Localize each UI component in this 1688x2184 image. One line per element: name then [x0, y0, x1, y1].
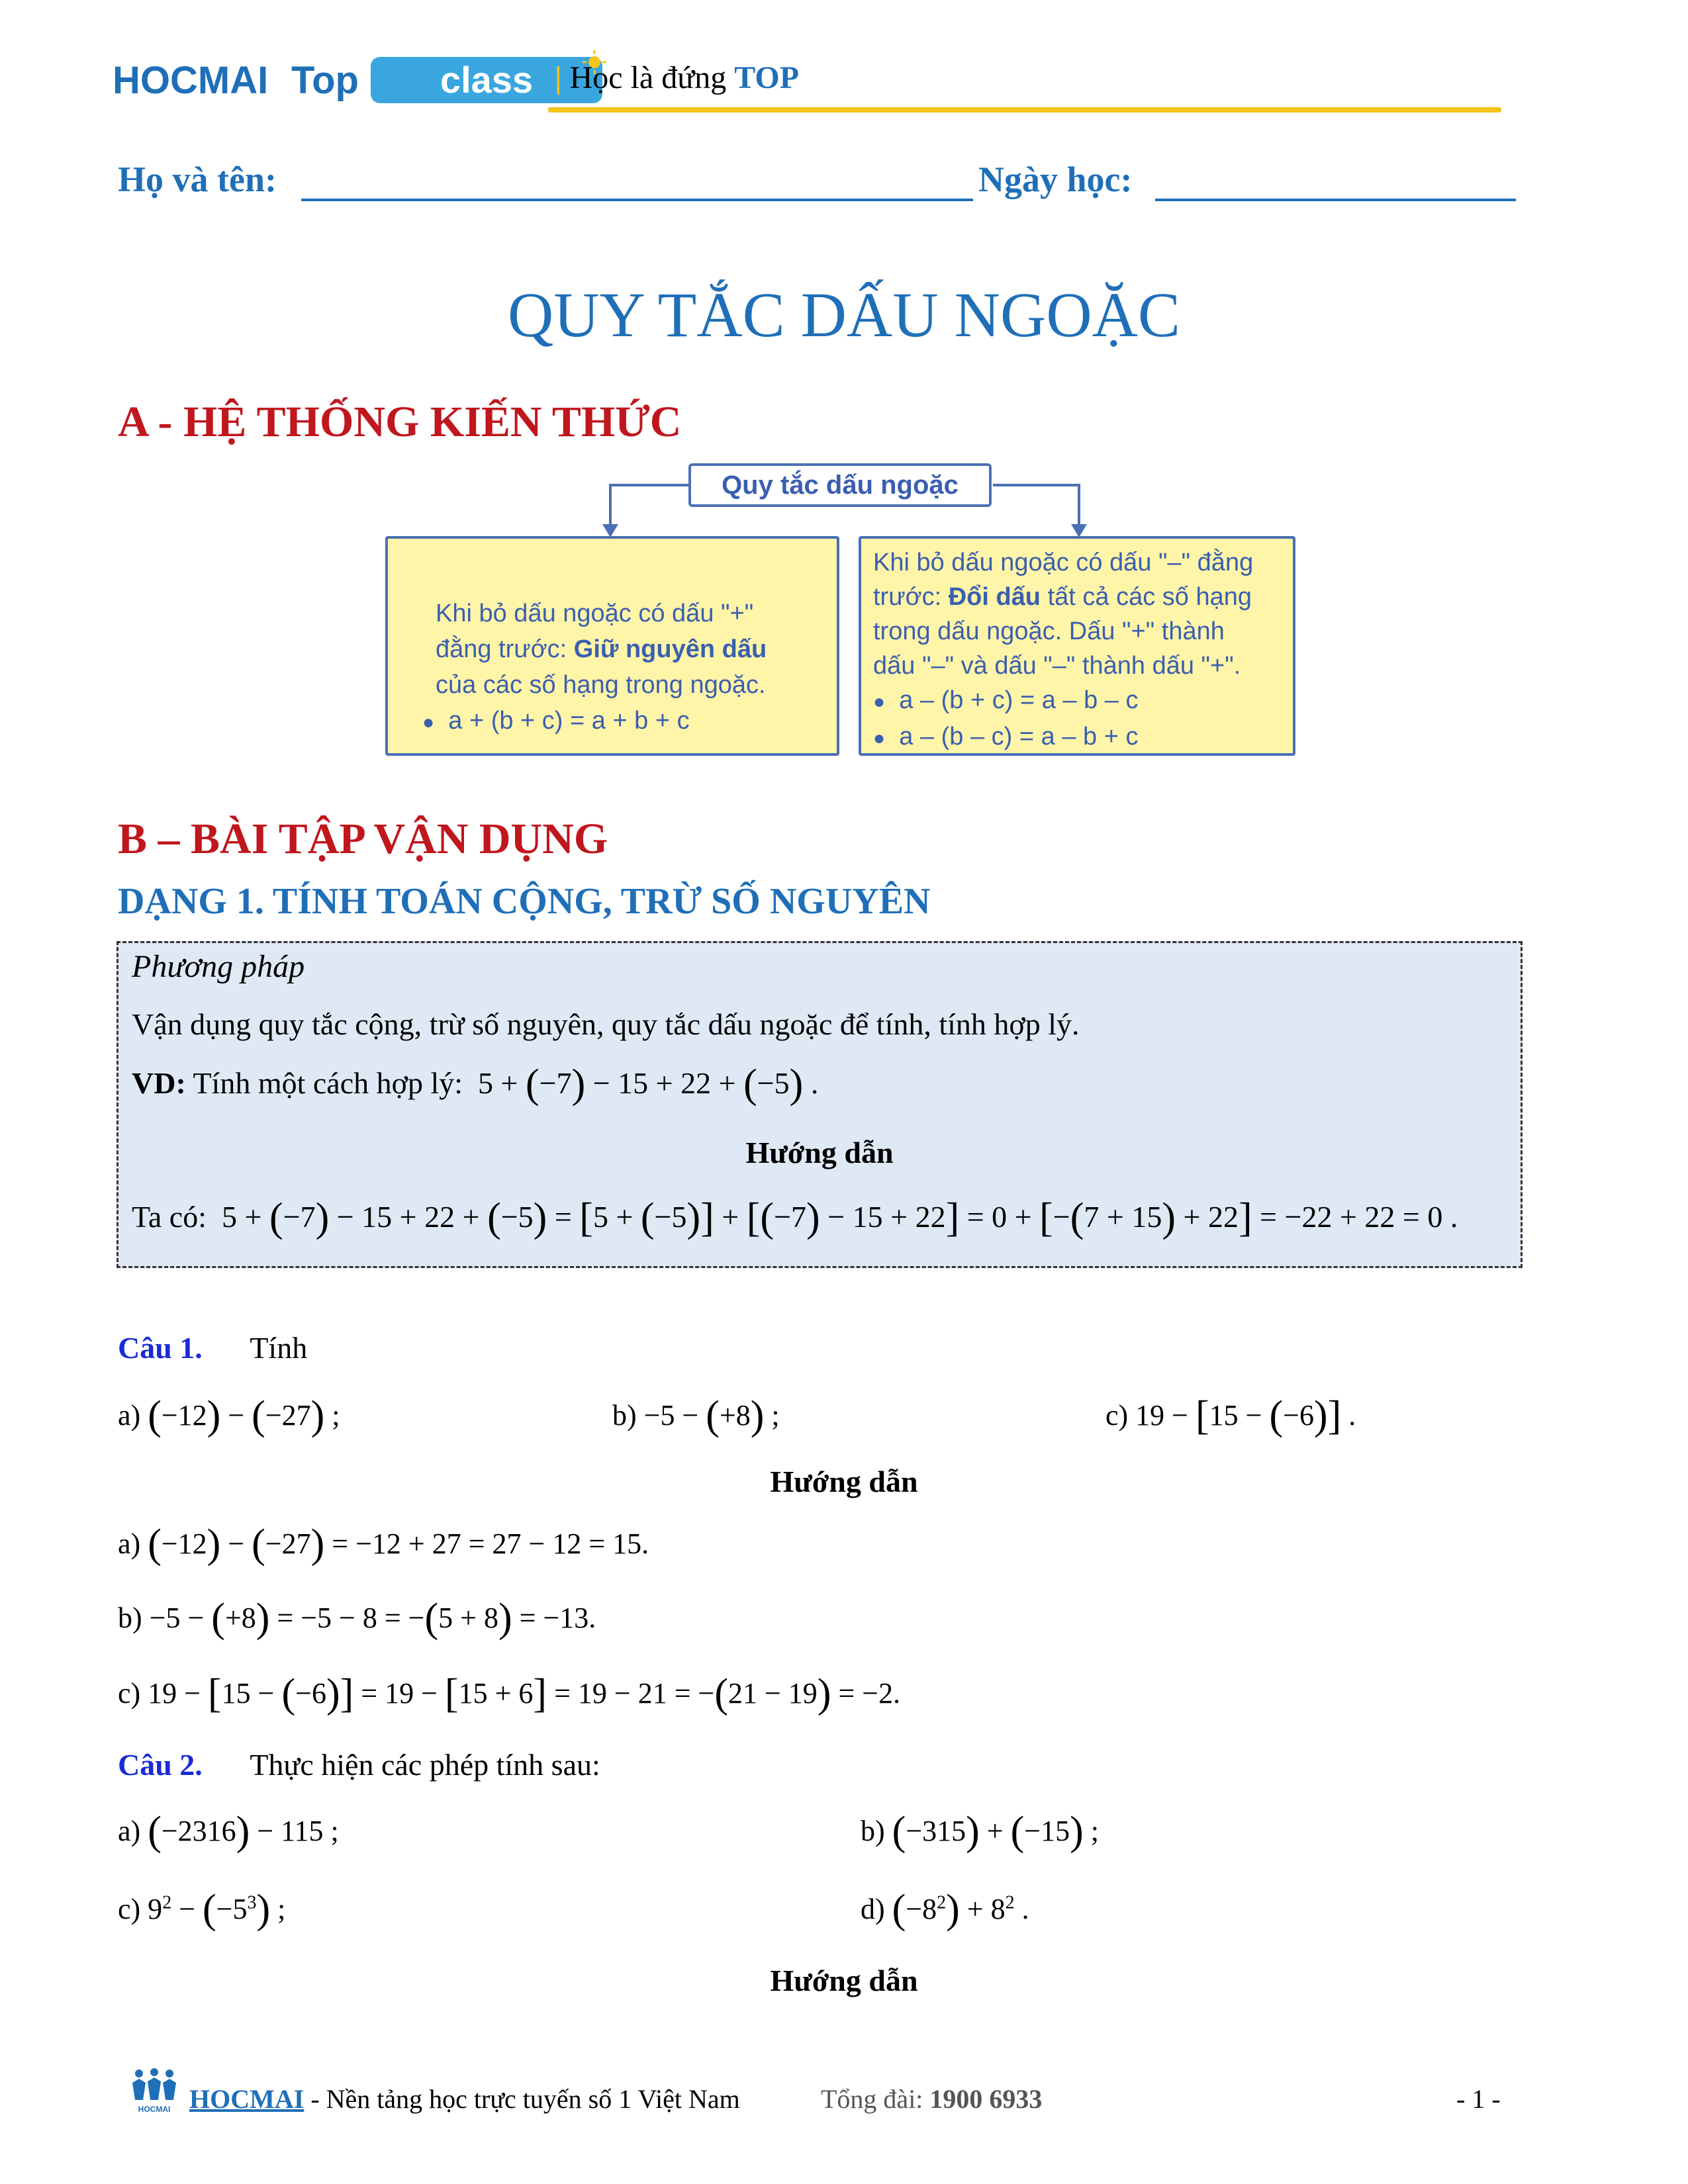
rule-plus-box: [385, 536, 839, 756]
cau2-label: Câu 2.: [118, 1748, 203, 1782]
diagram-root-box: [688, 463, 992, 507]
cau2-heading: [118, 1747, 600, 1782]
cau2-hd-title: Hướng dẫn: [770, 1964, 918, 1997]
cau1-sol-b: b) −5 − (+8) = −5 − 8 = −(5 + 8) = −13.: [118, 1596, 596, 1641]
page-number: - 1 -: [1456, 2084, 1501, 2114]
cau1-sol-a: a) (−12) − (−27) = −12 + 27 = 27 − 12 = 15.: [118, 1522, 649, 1567]
diagram-root-label: Quy tắc dấu ngoặc: [722, 471, 959, 500]
brand-top: Top: [291, 59, 359, 102]
cau1-sol-c: c) 19 − [15 − (−6)] = 19 − [15 + 6] = 19 − 21 = −(21 − 19) = −2.: [118, 1671, 901, 1716]
slogan-prefix: Học là đứng: [569, 60, 727, 95]
footer-brand[interactable]: HOCMAI: [189, 2084, 305, 2114]
rule-plus-line1: Khi bỏ dấu ngoặc có dấu "+": [436, 600, 754, 627]
rule-minus-bullet1: ● a – (b + c) = a – b – c: [873, 686, 1139, 714]
cau1-part-c: c) 19 − [15 − (−6)] .: [1105, 1393, 1356, 1438]
rule-minus-line1: Khi bỏ dấu ngoặc có dấu "–" đằng: [873, 549, 1254, 576]
cau2-part-b: b) (−315) + (−15) ;: [861, 1809, 1099, 1854]
cau1-part-a: a) (−12) − (−27) ;: [118, 1393, 340, 1438]
cau2-part-a: a) (−2316) − 115 ;: [118, 1809, 339, 1854]
cau1-hd-title: Hướng dẫn: [770, 1465, 918, 1498]
method-example: [132, 1061, 818, 1108]
cau1-text: Tính: [250, 1331, 308, 1365]
section-a-heading: A - HỆ THỐNG KIẾN THỨC: [118, 398, 682, 446]
hotline-number: 1900 6933: [929, 2084, 1043, 2114]
footer-tagline: [189, 2083, 740, 2115]
rule-minus-bullet2: ● a – (b – c) = a – b + c: [873, 723, 1139, 751]
cau2-part-d: d) $(-8^2) + 8^2$ .: [861, 1887, 1029, 1932]
cau2-text: Thực hiện các phép tính sau:: [250, 1748, 600, 1782]
brand-class: class: [440, 59, 534, 101]
solution-expression: 5 + (−7) − 15 + 22 + (−5) = [5 + (−5)] + [(−7) − 15 + 22] = 0 + [−(7 + 15) + 22] = −22 + 22 = 0 .: [214, 1195, 1458, 1240]
cau1-heading: [118, 1330, 307, 1365]
cau1-part-b: b) −5 − (+8) ;: [612, 1393, 780, 1438]
method-desc: Vận dụng quy tắc cộng, trừ số nguyên, quy tắc dấu ngoặc để tính, tính hợp lý.: [132, 1007, 1080, 1041]
method-box: [117, 941, 1523, 1268]
slogan-bar: |: [555, 60, 562, 95]
footer-logo-text: HOCMAI: [138, 2105, 171, 2114]
ta-co-label: Ta có:: [132, 1200, 207, 1234]
brand-hocmai: HOCMAI: [113, 59, 269, 102]
slogan-emph: TOP: [734, 60, 800, 95]
method-hd-title: Hướng dẫn: [745, 1136, 894, 1169]
vd-expression: 5 + (−7) − 15 + 22 + (−5) .: [470, 1062, 819, 1107]
footer-tagline-text: - Nền tảng học trực tuyến số 1 Việt Nam: [304, 2084, 740, 2114]
dang1-heading: DẠNG 1. TÍNH TOÁN CỘNG, TRỪ SỐ NGUYÊN: [118, 881, 931, 922]
rule-plus-bullet1: ● a + (b + c) = a + b + c: [422, 707, 690, 735]
date-label: Ngày học:: [978, 159, 1133, 199]
rule-minus-line4: dấu "–" và dấu "–" thành dấu "+".: [873, 652, 1241, 680]
hocmai-people-icon: [130, 2068, 179, 2103]
method-solution: [132, 1195, 1458, 1242]
page-title: QUY TẮC DẤU NGOẶC: [507, 279, 1180, 350]
vd-label: VD:: [132, 1066, 186, 1100]
rule-plus-line3: của các số hạng trong ngoặc.: [436, 671, 766, 699]
footer-hotline: [821, 2083, 1042, 2115]
cau2-part-c: c) $9^2 - (-5^3)$ ;: [118, 1887, 286, 1932]
cau1-label: Câu 1.: [118, 1331, 203, 1365]
rule-minus-line3: trong dấu ngoặc. Dấu "+" thành: [873, 617, 1225, 645]
footer-logo: [130, 2068, 179, 2115]
rule-minus-line2: trước: Đổi dấu tất cả các số hạng: [873, 583, 1252, 611]
hotline-label: Tổng đài:: [821, 2084, 923, 2114]
name-label: Họ và tên:: [118, 159, 277, 199]
vd-text: Tính một cách hợp lý:: [193, 1066, 463, 1100]
method-title: Phương pháp: [132, 949, 305, 984]
section-b-heading: B – BÀI TẬP VẬN DỤNG: [118, 815, 608, 863]
rule-plus-line2: đằng trước: Giữ nguyên dấu: [436, 635, 767, 663]
rule-minus-box: [859, 536, 1295, 756]
diagram-connectors: [0, 0, 1688, 794]
